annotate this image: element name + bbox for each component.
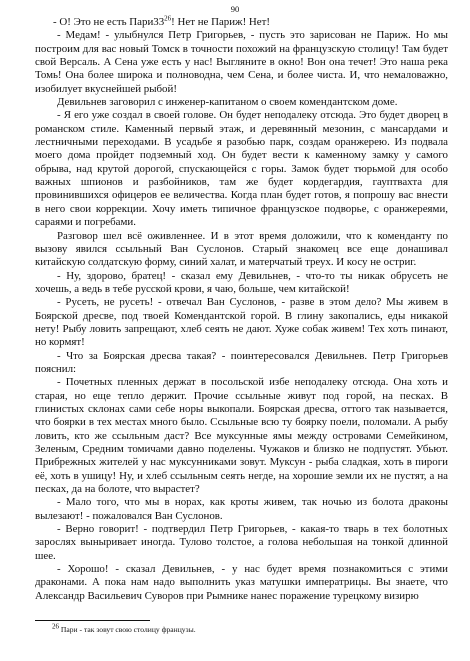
footnote-reference[interactable]: 26	[164, 14, 172, 23]
paragraph: - Верно говорит! - подтвердил Петр Григорьев, - какая-то тварь в тех болотных зарослях выныривает иногда. Тулово толстое, а голова небольшая на тонкой длинной шее.	[35, 523, 448, 562]
paragraph: - Хорошо! - сказал Девильнев, - у нас будет время познакомиться с этими драконами. А пока нам надо выполнить указ матушки императрицы. Вы знаете, что Александр Васильевич Суворов при Рымнике нанес поражение турецкому визирю	[35, 563, 448, 602]
body-text	[35, 16, 448, 603]
footnote-text: Пари - так зовут свою столицу французы.	[60, 625, 196, 634]
paragraph: - Ну, здорово, братец! - сказал ему Девильнев, - что-то ты никак обрусеть не хочешь, а ведь в тебе русской крови, я чаю, больше, чем китайской!	[35, 269, 448, 295]
paragraph: - Медам! - улыбнулся Петр Григорьев, - пусть это зарисован не Париж. Но мы построим для вас новый Томск в точности похожий на французскую столицу! Там будет свой Версаль. А Сена уже есть у нас! Выгляните в окно! Вон она течет! Это наша река Томь! Она более широка и полноводна, чем Сена, и более чиста. И, что немаловажно, изобилует вкуснейшей рыбой!	[35, 29, 448, 95]
paragraph-text: ! Нет не Париж! Нет!	[171, 16, 271, 28]
paragraph: Разговор шел всё оживленнее. И в этот время доложили, что к коменданту по вызову явился ссыльный Ван Суслонов. Старый знакомец все еще донашивал китайскую солдатскую форму, синий халат, и матерчатый треух. И косу не остриг.	[35, 229, 448, 269]
paragraph: - Я его уже создал в своей голове. Он будет неподалеку отсюда. Это будет дворец в романском стиле. Каменный первый этаж, и деревянный мезонин, с мансардами и лестничными переходами. В усадьбе я разобью парк, создам оранжерею. Из подвала моего дома пройдет подземный ход. Он будет вести к каменному замку у самого обрыва, над крутой дорогой, спускающейся с горы. Замок будет тюрьмой для особо важных шпионов и разбойников, там же будет кордегардия, гауптвахта для провинившихся офицеров ее величества. Когда план будет готов, я попрошу вас внести в него свои коррекции. Хочу иметь типичное французское подворье, с оранжереями, сараями и погребами.	[35, 109, 448, 229]
paragraph-text: - О! Это не есть Пари33	[53, 16, 165, 28]
paragraph	[35, 16, 448, 29]
footnote-divider	[35, 620, 150, 621]
paragraph: - Что за Боярская дресва такая? - поинтересовался Девильнев. Петр Григорьев пояснил:	[35, 349, 448, 375]
paragraph: - Почетных пленных держат в посольской избе неподалеку отсюда. Она хоть и старая, но еще тепло держит. Прочие ссыльные живут под горой, на песках. В глинистых склонах сами себе норы выкопали. Боярская дресва, оттого так называется, что боярки в тех местах много было. Ссыльные всю ту боярку поели, поломали. А рыбу ловить, кто же ссыльным даст? Все муксунные ямы между островами Семейкином, Зеленым, Средним томичами давно поделены. Чужаков и близко не подпустят. Убьют. Прибрежных жителей у нас муксунниками зовут. Муксун - рыба сладкая, хоть в пироги её, хоть в ушицу! Ну, и хлеб ссыльным сеять негде, на хорошие земли их не пустят, а на песках, да на болоте, что вырастет?	[35, 376, 448, 496]
paragraph: Девильнев заговорил с инженер-капитаном о своем комендантском доме.	[57, 96, 398, 109]
page-number: 90	[230, 4, 240, 14]
footnote-mark: 26	[52, 622, 59, 631]
paragraph: - Мало того, что мы в норах, как кроты живем, так ночью из болота драконы вылезают! - пожаловался Ван Суслонов.	[35, 496, 448, 522]
paragraph: - Русеть, не русеть! - отвечал Ван Суслонов, - разве в этом дело? Мы живем в Боярской дресве, под твоей Комендантской горой. В глину закопались, еды никакой нету! Рыбу ловить запрещают, хлеб сеять не дают. Хуже собак живем! Тех хоть пинают, но кормят!	[35, 296, 448, 349]
footnote	[52, 622, 442, 634]
